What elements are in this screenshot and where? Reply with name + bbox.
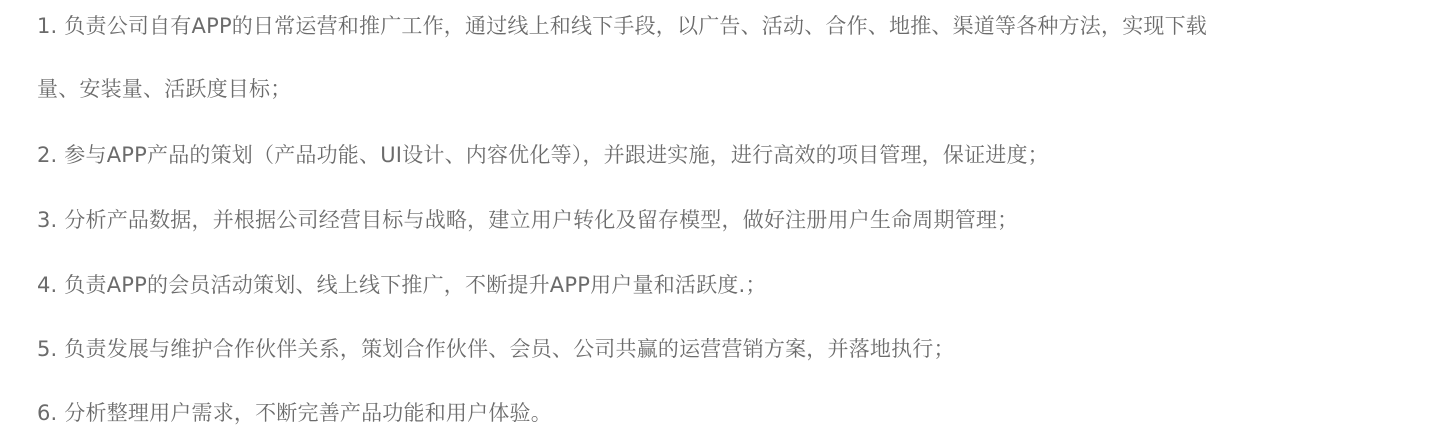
list-item-3: 3. 分析产品数据，并根据公司经营目标与战略，建立用户转化及留存模型，做好注册用户生命周期管理； xyxy=(37,208,1019,232)
list-item-1-line-1: 1. 负责公司自有APP的日常运营和推广工作，通过线上和线下手段，以广告、活动、合作、地推、渠道等各种方法，实现下载 xyxy=(37,14,1207,38)
list-item-1-line-2: 量、安装量、活跃度目标； xyxy=(37,77,292,101)
list-item-2: 2. 参与APP产品的策划（产品功能、UI设计、内容优化等），并跟进实施，进行高效的项目管理，保证进度； xyxy=(37,143,1049,167)
list-item-4: 4. 负责APP的会员活动策划、线上线下推广，不断提升APP用户量和活跃度.； xyxy=(37,273,767,297)
list-item-6: 6. 分析整理用户需求，不断完善产品功能和用户体验。 xyxy=(37,401,552,425)
list-item-5: 5. 负责发展与维护合作伙伴关系，策划合作伙伴、会员、公司共赢的运营营销方案，并落地执行； xyxy=(37,337,955,361)
